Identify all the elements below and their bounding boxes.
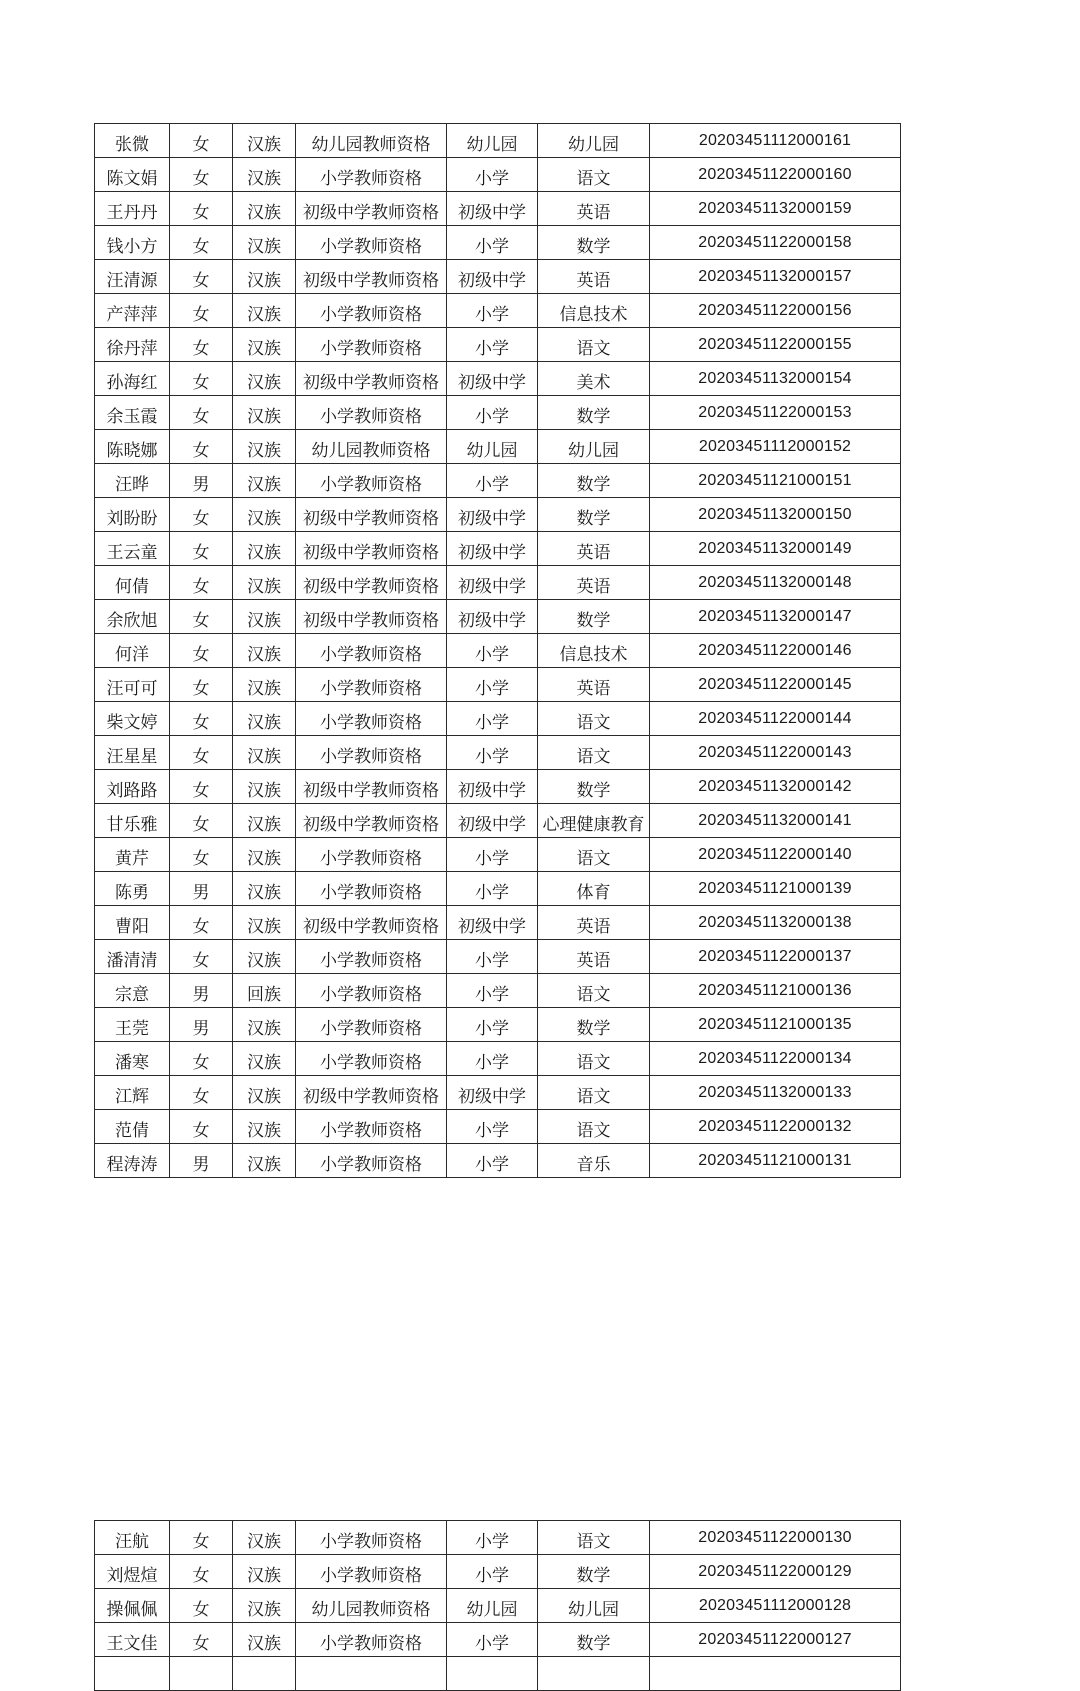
- school-level-cell: 小学: [447, 1110, 538, 1144]
- school-level-cell: 初级中学: [447, 770, 538, 804]
- subject-cell: 英语: [538, 566, 650, 600]
- name-cell: 潘寒: [95, 1042, 170, 1076]
- gender-cell: 女: [170, 600, 233, 634]
- name-cell: 潘清清: [95, 940, 170, 974]
- gender-cell: 女: [170, 1555, 233, 1589]
- name-cell: 陈勇: [95, 872, 170, 906]
- ethnicity-cell: 汉族: [233, 396, 296, 430]
- gender-cell: 女: [170, 260, 233, 294]
- ethnicity-cell: 汉族: [233, 328, 296, 362]
- gender-cell: 女: [170, 362, 233, 396]
- certificate-number-cell: 20203451122000129: [650, 1555, 901, 1589]
- ethnicity-cell: 汉族: [233, 838, 296, 872]
- subject-cell: 英语: [538, 260, 650, 294]
- gender-cell: 女: [170, 1110, 233, 1144]
- gender-cell: [170, 1657, 233, 1691]
- certificate-number-cell: 20203451122000156: [650, 294, 901, 328]
- qualification-cell: 小学教师资格: [296, 1110, 447, 1144]
- table-row: [95, 838, 901, 872]
- table-row: [95, 158, 901, 192]
- table-row: [95, 872, 901, 906]
- certificate-number-cell: 20203451121000135: [650, 1008, 901, 1042]
- school-level-cell: 幼儿园: [447, 430, 538, 464]
- school-level-cell: 小学: [447, 736, 538, 770]
- ethnicity-cell: 汉族: [233, 1076, 296, 1110]
- certificate-number-cell: 20203451132000150: [650, 498, 901, 532]
- subject-cell: 语文: [538, 838, 650, 872]
- qualification-cell: 小学教师资格: [296, 1521, 447, 1555]
- qualification-cell: 小学教师资格: [296, 1008, 447, 1042]
- ethnicity-cell: 汉族: [233, 226, 296, 260]
- ethnicity-cell: 汉族: [233, 362, 296, 396]
- ethnicity-cell: [233, 1657, 296, 1691]
- gender-cell: 男: [170, 1008, 233, 1042]
- ethnicity-cell: 汉族: [233, 1589, 296, 1623]
- name-cell: 钱小方: [95, 226, 170, 260]
- table-row: [95, 498, 901, 532]
- subject-cell: 语文: [538, 1110, 650, 1144]
- qualification-cell: 小学教师资格: [296, 1042, 447, 1076]
- qualification-cell: 小学教师资格: [296, 974, 447, 1008]
- school-level-cell: 初级中学: [447, 600, 538, 634]
- subject-cell: 数学: [538, 464, 650, 498]
- ethnicity-cell: 汉族: [233, 498, 296, 532]
- table-row: [95, 124, 901, 158]
- certificate-number-cell: 20203451112000161: [650, 124, 901, 158]
- certificate-number-cell: 20203451121000131: [650, 1144, 901, 1178]
- certificate-number-cell: 20203451122000153: [650, 396, 901, 430]
- table-row: [95, 668, 901, 702]
- gender-cell: 女: [170, 736, 233, 770]
- certificate-number-cell: 20203451122000158: [650, 226, 901, 260]
- name-cell: 汪可可: [95, 668, 170, 702]
- gender-cell: 女: [170, 804, 233, 838]
- school-level-cell: 小学: [447, 1008, 538, 1042]
- ethnicity-cell: 汉族: [233, 1008, 296, 1042]
- certificate-number-cell: 20203451122000140: [650, 838, 901, 872]
- subject-cell: 语文: [538, 702, 650, 736]
- subject-cell: 语文: [538, 736, 650, 770]
- table-row: [95, 1521, 901, 1555]
- qualification-cell: 初级中学教师资格: [296, 770, 447, 804]
- qualification-cell: 初级中学教师资格: [296, 532, 447, 566]
- ethnicity-cell: 汉族: [233, 1042, 296, 1076]
- school-level-cell: 初级中学: [447, 362, 538, 396]
- qualification-cell: 小学教师资格: [296, 872, 447, 906]
- certificate-number-cell: 20203451122000146: [650, 634, 901, 668]
- gender-cell: 女: [170, 1589, 233, 1623]
- ethnicity-cell: 汉族: [233, 192, 296, 226]
- name-cell: 操佩佩: [95, 1589, 170, 1623]
- table-row: [95, 906, 901, 940]
- school-level-cell: 初级中学: [447, 804, 538, 838]
- name-cell: 汪晔: [95, 464, 170, 498]
- gender-cell: 女: [170, 702, 233, 736]
- certificate-number-cell: 20203451122000155: [650, 328, 901, 362]
- ethnicity-cell: 汉族: [233, 1555, 296, 1589]
- school-level-cell: 小学: [447, 668, 538, 702]
- gender-cell: 女: [170, 158, 233, 192]
- qualification-cell: 小学教师资格: [296, 226, 447, 260]
- qualification-cell: 幼儿园教师资格: [296, 124, 447, 158]
- table-row: [95, 1555, 901, 1589]
- name-cell: 陈晓娜: [95, 430, 170, 464]
- table-row: [95, 940, 901, 974]
- table-row: [95, 464, 901, 498]
- subject-cell: 幼儿园: [538, 430, 650, 464]
- table-row: [95, 770, 901, 804]
- ethnicity-cell: 汉族: [233, 158, 296, 192]
- school-level-cell: 小学: [447, 702, 538, 736]
- school-level-cell: 小学: [447, 1144, 538, 1178]
- certificate-number-cell: 20203451122000160: [650, 158, 901, 192]
- name-cell: 余欣旭: [95, 600, 170, 634]
- certificate-number-cell: 20203451122000134: [650, 1042, 901, 1076]
- table-row: [95, 702, 901, 736]
- qualification-cell: 小学教师资格: [296, 1623, 447, 1657]
- school-level-cell: [447, 1657, 538, 1691]
- teacher-certificate-table-page-2: [94, 1520, 901, 1691]
- table-row: [95, 362, 901, 396]
- name-cell: 何倩: [95, 566, 170, 600]
- school-level-cell: 幼儿园: [447, 124, 538, 158]
- qualification-cell: 小学教师资格: [296, 328, 447, 362]
- table-row: [95, 1623, 901, 1657]
- subject-cell: 信息技术: [538, 634, 650, 668]
- qualification-cell: 初级中学教师资格: [296, 192, 447, 226]
- table-row: [95, 192, 901, 226]
- school-level-cell: 小学: [447, 294, 538, 328]
- ethnicity-cell: 汉族: [233, 124, 296, 158]
- teacher-certificate-table-page-1: [94, 123, 901, 1178]
- ethnicity-cell: 汉族: [233, 804, 296, 838]
- subject-cell: 英语: [538, 192, 650, 226]
- name-cell: 余玉霞: [95, 396, 170, 430]
- certificate-number-cell: 20203451132000133: [650, 1076, 901, 1110]
- subject-cell: 数学: [538, 770, 650, 804]
- ethnicity-cell: 汉族: [233, 464, 296, 498]
- school-level-cell: 幼儿园: [447, 1589, 538, 1623]
- subject-cell: 体育: [538, 872, 650, 906]
- table-row: [95, 1008, 901, 1042]
- school-level-cell: 小学: [447, 328, 538, 362]
- certificate-number-cell: 20203451132000147: [650, 600, 901, 634]
- gender-cell: 女: [170, 430, 233, 464]
- qualification-cell: 幼儿园教师资格: [296, 1589, 447, 1623]
- subject-cell: 幼儿园: [538, 1589, 650, 1623]
- subject-cell: 数学: [538, 1555, 650, 1589]
- name-cell: 甘乐雅: [95, 804, 170, 838]
- table-row: [95, 1144, 901, 1178]
- ethnicity-cell: 汉族: [233, 770, 296, 804]
- ethnicity-cell: 汉族: [233, 736, 296, 770]
- school-level-cell: 初级中学: [447, 1076, 538, 1110]
- name-cell: 何洋: [95, 634, 170, 668]
- table-row: [95, 294, 901, 328]
- ethnicity-cell: 汉族: [233, 600, 296, 634]
- qualification-cell: 小学教师资格: [296, 668, 447, 702]
- qualification-cell: 小学教师资格: [296, 702, 447, 736]
- qualification-cell: 小学教师资格: [296, 1144, 447, 1178]
- ethnicity-cell: 汉族: [233, 532, 296, 566]
- name-cell: 黄芹: [95, 838, 170, 872]
- school-level-cell: 小学: [447, 634, 538, 668]
- subject-cell: 英语: [538, 668, 650, 702]
- name-cell: 范倩: [95, 1110, 170, 1144]
- name-cell: 汪星星: [95, 736, 170, 770]
- subject-cell: 英语: [538, 940, 650, 974]
- table-body: [95, 1521, 901, 1691]
- ethnicity-cell: 汉族: [233, 294, 296, 328]
- certificate-number-cell: 20203451132000138: [650, 906, 901, 940]
- qualification-cell: 小学教师资格: [296, 396, 447, 430]
- school-level-cell: 小学: [447, 1623, 538, 1657]
- qualification-cell: 初级中学教师资格: [296, 600, 447, 634]
- gender-cell: 女: [170, 532, 233, 566]
- table-row: [95, 430, 901, 464]
- table-row: [95, 1042, 901, 1076]
- ethnicity-cell: 汉族: [233, 1110, 296, 1144]
- subject-cell: 数学: [538, 600, 650, 634]
- name-cell: 徐丹萍: [95, 328, 170, 362]
- gender-cell: 女: [170, 906, 233, 940]
- school-level-cell: 初级中学: [447, 260, 538, 294]
- ethnicity-cell: 汉族: [233, 1144, 296, 1178]
- gender-cell: 女: [170, 294, 233, 328]
- certificate-number-cell: 20203451122000144: [650, 702, 901, 736]
- subject-cell: 语文: [538, 328, 650, 362]
- ethnicity-cell: 汉族: [233, 1521, 296, 1555]
- certificate-number-cell: 20203451122000143: [650, 736, 901, 770]
- table-row: [95, 600, 901, 634]
- qualification-cell: 小学教师资格: [296, 294, 447, 328]
- gender-cell: 女: [170, 668, 233, 702]
- certificate-number-cell: 20203451112000128: [650, 1589, 901, 1623]
- gender-cell: 女: [170, 1076, 233, 1110]
- table-row: [95, 396, 901, 430]
- table-row: [95, 260, 901, 294]
- gender-cell: 女: [170, 940, 233, 974]
- name-cell: 刘路路: [95, 770, 170, 804]
- table-row: [95, 1589, 901, 1623]
- qualification-cell: 小学教师资格: [296, 1555, 447, 1589]
- name-cell: 江辉: [95, 1076, 170, 1110]
- ethnicity-cell: 汉族: [233, 872, 296, 906]
- subject-cell: 语文: [538, 1042, 650, 1076]
- name-cell: 汪航: [95, 1521, 170, 1555]
- table-row: [95, 1657, 901, 1691]
- table-row: [95, 226, 901, 260]
- qualification-cell: 初级中学教师资格: [296, 362, 447, 396]
- certificate-number-cell: 20203451121000139: [650, 872, 901, 906]
- qualification-cell: 小学教师资格: [296, 464, 447, 498]
- table-row: [95, 634, 901, 668]
- school-level-cell: 初级中学: [447, 906, 538, 940]
- school-level-cell: 小学: [447, 872, 538, 906]
- certificate-number-cell: 20203451122000132: [650, 1110, 901, 1144]
- school-level-cell: 初级中学: [447, 532, 538, 566]
- school-level-cell: 小学: [447, 1521, 538, 1555]
- certificate-number-cell: 20203451132000154: [650, 362, 901, 396]
- certificate-number-cell: 20203451122000137: [650, 940, 901, 974]
- gender-cell: 女: [170, 226, 233, 260]
- subject-cell: 语文: [538, 1521, 650, 1555]
- name-cell: 王丹丹: [95, 192, 170, 226]
- table-row: [95, 1076, 901, 1110]
- qualification-cell: 初级中学教师资格: [296, 804, 447, 838]
- certificate-number-cell: 20203451132000149: [650, 532, 901, 566]
- name-cell: [95, 1657, 170, 1691]
- ethnicity-cell: 汉族: [233, 702, 296, 736]
- subject-cell: 语文: [538, 974, 650, 1008]
- gender-cell: 女: [170, 396, 233, 430]
- subject-cell: 数学: [538, 396, 650, 430]
- school-level-cell: 初级中学: [447, 192, 538, 226]
- subject-cell: 英语: [538, 906, 650, 940]
- table-row: [95, 736, 901, 770]
- subject-cell: 数学: [538, 1008, 650, 1042]
- gender-cell: 女: [170, 1623, 233, 1657]
- certificate-number-cell: 20203451132000157: [650, 260, 901, 294]
- qualification-cell: 初级中学教师资格: [296, 260, 447, 294]
- qualification-cell: 初级中学教师资格: [296, 906, 447, 940]
- school-level-cell: 小学: [447, 974, 538, 1008]
- name-cell: 王莞: [95, 1008, 170, 1042]
- gender-cell: 女: [170, 838, 233, 872]
- certificate-number-cell: 20203451132000148: [650, 566, 901, 600]
- school-level-cell: 初级中学: [447, 498, 538, 532]
- name-cell: 刘盼盼: [95, 498, 170, 532]
- gender-cell: 女: [170, 498, 233, 532]
- gender-cell: 女: [170, 192, 233, 226]
- name-cell: 孙海红: [95, 362, 170, 396]
- subject-cell: 语文: [538, 1076, 650, 1110]
- subject-cell: 音乐: [538, 1144, 650, 1178]
- ethnicity-cell: 汉族: [233, 634, 296, 668]
- name-cell: 刘煜煊: [95, 1555, 170, 1589]
- subject-cell: 信息技术: [538, 294, 650, 328]
- table-row: [95, 532, 901, 566]
- school-level-cell: 小学: [447, 158, 538, 192]
- subject-cell: 幼儿园: [538, 124, 650, 158]
- gender-cell: 女: [170, 566, 233, 600]
- certificate-number-cell: 20203451122000145: [650, 668, 901, 702]
- name-cell: 产萍萍: [95, 294, 170, 328]
- subject-cell: 美术: [538, 362, 650, 396]
- table-row: [95, 1110, 901, 1144]
- school-level-cell: 小学: [447, 940, 538, 974]
- subject-cell: 语文: [538, 158, 650, 192]
- name-cell: 王文佳: [95, 1623, 170, 1657]
- name-cell: 程涛涛: [95, 1144, 170, 1178]
- subject-cell: 数学: [538, 1623, 650, 1657]
- ethnicity-cell: 回族: [233, 974, 296, 1008]
- qualification-cell: 初级中学教师资格: [296, 1076, 447, 1110]
- school-level-cell: 小学: [447, 1555, 538, 1589]
- gender-cell: 女: [170, 328, 233, 362]
- gender-cell: 男: [170, 872, 233, 906]
- gender-cell: 男: [170, 1144, 233, 1178]
- name-cell: 陈文娟: [95, 158, 170, 192]
- ethnicity-cell: 汉族: [233, 940, 296, 974]
- qualification-cell: 小学教师资格: [296, 838, 447, 872]
- certificate-number-cell: 20203451132000142: [650, 770, 901, 804]
- qualification-cell: 幼儿园教师资格: [296, 430, 447, 464]
- school-level-cell: 小学: [447, 1042, 538, 1076]
- gender-cell: 男: [170, 974, 233, 1008]
- table-row: [95, 328, 901, 362]
- certificate-number-cell: 20203451132000159: [650, 192, 901, 226]
- qualification-cell: 小学教师资格: [296, 940, 447, 974]
- name-cell: 柴文婷: [95, 702, 170, 736]
- gender-cell: 女: [170, 124, 233, 158]
- subject-cell: 英语: [538, 532, 650, 566]
- qualification-cell: 小学教师资格: [296, 158, 447, 192]
- qualification-cell: [296, 1657, 447, 1691]
- certificate-number-cell: 20203451122000130: [650, 1521, 901, 1555]
- school-level-cell: 小学: [447, 838, 538, 872]
- table-row: [95, 804, 901, 838]
- name-cell: 宗意: [95, 974, 170, 1008]
- certificate-number-cell: [650, 1657, 901, 1691]
- qualification-cell: 初级中学教师资格: [296, 498, 447, 532]
- qualification-cell: 小学教师资格: [296, 634, 447, 668]
- ethnicity-cell: 汉族: [233, 566, 296, 600]
- subject-cell: 数学: [538, 498, 650, 532]
- ethnicity-cell: 汉族: [233, 906, 296, 940]
- certificate-number-cell: 20203451132000141: [650, 804, 901, 838]
- name-cell: 张微: [95, 124, 170, 158]
- ethnicity-cell: 汉族: [233, 668, 296, 702]
- ethnicity-cell: 汉族: [233, 430, 296, 464]
- qualification-cell: 初级中学教师资格: [296, 566, 447, 600]
- gender-cell: 男: [170, 464, 233, 498]
- subject-cell: 心理健康教育: [538, 804, 650, 838]
- gender-cell: 女: [170, 1521, 233, 1555]
- school-level-cell: 小学: [447, 226, 538, 260]
- ethnicity-cell: 汉族: [233, 260, 296, 294]
- name-cell: 王云童: [95, 532, 170, 566]
- certificate-number-cell: 20203451121000136: [650, 974, 901, 1008]
- school-level-cell: 小学: [447, 396, 538, 430]
- school-level-cell: 小学: [447, 464, 538, 498]
- certificate-number-cell: 20203451122000127: [650, 1623, 901, 1657]
- table-row: [95, 566, 901, 600]
- certificate-number-cell: 20203451112000152: [650, 430, 901, 464]
- subject-cell: 数学: [538, 226, 650, 260]
- gender-cell: 女: [170, 634, 233, 668]
- qualification-cell: 小学教师资格: [296, 736, 447, 770]
- table-row: [95, 974, 901, 1008]
- name-cell: 汪清源: [95, 260, 170, 294]
- table-body: [95, 124, 901, 1178]
- gender-cell: 女: [170, 770, 233, 804]
- subject-cell: [538, 1657, 650, 1691]
- ethnicity-cell: 汉族: [233, 1623, 296, 1657]
- certificate-number-cell: 20203451121000151: [650, 464, 901, 498]
- school-level-cell: 初级中学: [447, 566, 538, 600]
- name-cell: 曹阳: [95, 906, 170, 940]
- gender-cell: 女: [170, 1042, 233, 1076]
